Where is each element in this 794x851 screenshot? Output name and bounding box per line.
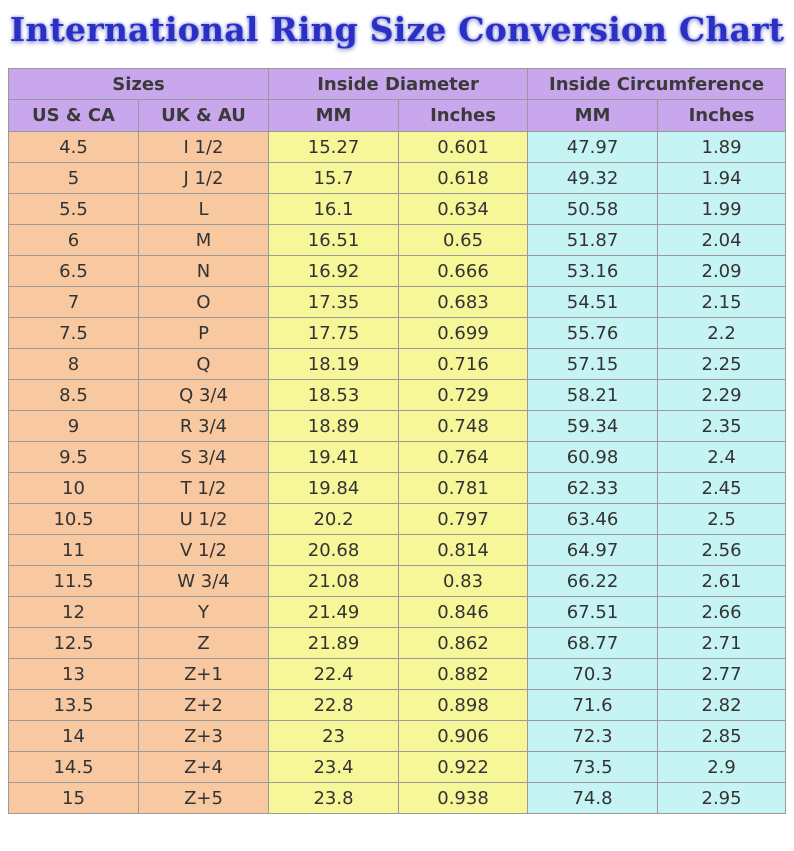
cell-uk-au: W 3/4 (139, 566, 269, 597)
cell-diameter-mm: 20.68 (269, 535, 399, 566)
cell-diameter-inches: 0.716 (399, 349, 528, 380)
cell-us-ca: 9.5 (9, 442, 139, 473)
column-header-us-ca: US & CA (9, 100, 139, 132)
cell-us-ca: 4.5 (9, 132, 139, 163)
cell-diameter-mm: 17.75 (269, 318, 399, 349)
cell-us-ca: 7.5 (9, 318, 139, 349)
cell-diameter-inches: 0.846 (399, 597, 528, 628)
cell-diameter-mm: 22.8 (269, 690, 399, 721)
cell-circumference-inches: 2.2 (658, 318, 786, 349)
cell-circumference-mm: 67.51 (528, 597, 658, 628)
cell-diameter-inches: 0.797 (399, 504, 528, 535)
cell-diameter-mm: 23.4 (269, 752, 399, 783)
cell-circumference-inches: 2.35 (658, 411, 786, 442)
cell-diameter-inches: 0.814 (399, 535, 528, 566)
cell-us-ca: 6.5 (9, 256, 139, 287)
cell-uk-au: Z+2 (139, 690, 269, 721)
cell-diameter-mm: 15.7 (269, 163, 399, 194)
cell-diameter-inches: 0.729 (399, 380, 528, 411)
cell-us-ca: 13.5 (9, 690, 139, 721)
cell-us-ca: 12 (9, 597, 139, 628)
cell-diameter-mm: 23 (269, 721, 399, 752)
group-header-sizes: Sizes (9, 69, 269, 100)
cell-uk-au: Q 3/4 (139, 380, 269, 411)
cell-uk-au: Z+3 (139, 721, 269, 752)
cell-diameter-inches: 0.764 (399, 442, 528, 473)
column-header-uk-au: UK & AU (139, 100, 269, 132)
cell-diameter-inches: 0.83 (399, 566, 528, 597)
table-row (9, 287, 786, 318)
cell-circumference-mm: 72.3 (528, 721, 658, 752)
cell-circumference-inches: 2.15 (658, 287, 786, 318)
table-row (9, 504, 786, 535)
cell-uk-au: U 1/2 (139, 504, 269, 535)
cell-us-ca: 15 (9, 783, 139, 814)
cell-diameter-mm: 23.8 (269, 783, 399, 814)
cell-circumference-mm: 60.98 (528, 442, 658, 473)
column-header-circumference-mm: MM (528, 100, 658, 132)
cell-diameter-inches: 0.699 (399, 318, 528, 349)
table-row (9, 225, 786, 256)
cell-diameter-inches: 0.683 (399, 287, 528, 318)
cell-uk-au: S 3/4 (139, 442, 269, 473)
column-header-diameter-mm: MM (269, 100, 399, 132)
cell-circumference-inches: 2.29 (658, 380, 786, 411)
cell-circumference-inches: 1.89 (658, 132, 786, 163)
cell-circumference-inches: 2.9 (658, 752, 786, 783)
cell-diameter-mm: 18.89 (269, 411, 399, 442)
group-header-inside-circumference: Inside Circumference (528, 69, 786, 100)
cell-diameter-inches: 0.618 (399, 163, 528, 194)
table-row (9, 256, 786, 287)
table-row (9, 566, 786, 597)
cell-circumference-inches: 2.71 (658, 628, 786, 659)
cell-circumference-mm: 68.77 (528, 628, 658, 659)
cell-circumference-inches: 2.95 (658, 783, 786, 814)
cell-diameter-inches: 0.922 (399, 752, 528, 783)
cell-diameter-mm: 19.41 (269, 442, 399, 473)
column-header-diameter-inches: Inches (399, 100, 528, 132)
cell-us-ca: 10.5 (9, 504, 139, 535)
cell-diameter-inches: 0.781 (399, 473, 528, 504)
table-row (9, 318, 786, 349)
ring-size-table (8, 68, 786, 814)
cell-diameter-mm: 21.89 (269, 628, 399, 659)
page-title: International Ring Size Conversion Chart (9, 10, 785, 49)
cell-diameter-inches: 0.862 (399, 628, 528, 659)
cell-uk-au: Z (139, 628, 269, 659)
cell-uk-au: N (139, 256, 269, 287)
cell-uk-au: I 1/2 (139, 132, 269, 163)
cell-circumference-mm: 71.6 (528, 690, 658, 721)
table-row (9, 349, 786, 380)
column-header-circumference-inches: Inches (658, 100, 786, 132)
cell-diameter-inches: 0.898 (399, 690, 528, 721)
cell-diameter-inches: 0.906 (399, 721, 528, 752)
table-row (9, 535, 786, 566)
table-row (9, 597, 786, 628)
cell-circumference-inches: 2.85 (658, 721, 786, 752)
cell-us-ca: 11.5 (9, 566, 139, 597)
cell-diameter-mm: 22.4 (269, 659, 399, 690)
table-row (9, 752, 786, 783)
cell-uk-au: Z+1 (139, 659, 269, 690)
cell-diameter-mm: 15.27 (269, 132, 399, 163)
group-header-row (9, 69, 786, 100)
cell-circumference-mm: 47.97 (528, 132, 658, 163)
cell-circumference-mm: 64.97 (528, 535, 658, 566)
cell-us-ca: 8.5 (9, 380, 139, 411)
cell-circumference-inches: 2.45 (658, 473, 786, 504)
cell-us-ca: 14 (9, 721, 139, 752)
cell-us-ca: 13 (9, 659, 139, 690)
cell-us-ca: 11 (9, 535, 139, 566)
cell-circumference-mm: 70.3 (528, 659, 658, 690)
cell-us-ca: 14.5 (9, 752, 139, 783)
cell-circumference-mm: 62.33 (528, 473, 658, 504)
cell-circumference-inches: 2.04 (658, 225, 786, 256)
table-row (9, 628, 786, 659)
cell-circumference-mm: 66.22 (528, 566, 658, 597)
cell-circumference-inches: 2.4 (658, 442, 786, 473)
cell-diameter-mm: 16.1 (269, 194, 399, 225)
cell-diameter-inches: 0.748 (399, 411, 528, 442)
cell-circumference-mm: 63.46 (528, 504, 658, 535)
cell-circumference-inches: 2.56 (658, 535, 786, 566)
table-body (9, 132, 786, 814)
group-header-inside-diameter: Inside Diameter (269, 69, 528, 100)
cell-diameter-mm: 18.19 (269, 349, 399, 380)
table-row (9, 442, 786, 473)
table-row (9, 380, 786, 411)
cell-uk-au: L (139, 194, 269, 225)
cell-circumference-mm: 59.34 (528, 411, 658, 442)
cell-diameter-inches: 0.601 (399, 132, 528, 163)
cell-uk-au: O (139, 287, 269, 318)
cell-us-ca: 12.5 (9, 628, 139, 659)
cell-circumference-mm: 74.8 (528, 783, 658, 814)
cell-diameter-mm: 20.2 (269, 504, 399, 535)
cell-circumference-mm: 53.16 (528, 256, 658, 287)
cell-us-ca: 9 (9, 411, 139, 442)
cell-uk-au: J 1/2 (139, 163, 269, 194)
cell-circumference-mm: 54.51 (528, 287, 658, 318)
cell-circumference-mm: 58.21 (528, 380, 658, 411)
cell-circumference-mm: 57.15 (528, 349, 658, 380)
table-row (9, 194, 786, 225)
cell-diameter-mm: 21.49 (269, 597, 399, 628)
cell-us-ca: 10 (9, 473, 139, 504)
cell-diameter-mm: 17.35 (269, 287, 399, 318)
table-row (9, 132, 786, 163)
cell-uk-au: V 1/2 (139, 535, 269, 566)
cell-circumference-inches: 2.09 (658, 256, 786, 287)
cell-us-ca: 8 (9, 349, 139, 380)
cell-us-ca: 5.5 (9, 194, 139, 225)
cell-diameter-mm: 16.92 (269, 256, 399, 287)
cell-circumference-inches: 2.61 (658, 566, 786, 597)
cell-circumference-inches: 1.99 (658, 194, 786, 225)
table-row (9, 473, 786, 504)
table-row (9, 690, 786, 721)
cell-circumference-mm: 73.5 (528, 752, 658, 783)
table-row (9, 721, 786, 752)
cell-uk-au: Q (139, 349, 269, 380)
cell-diameter-mm: 16.51 (269, 225, 399, 256)
cell-uk-au: Z+4 (139, 752, 269, 783)
cell-circumference-mm: 50.58 (528, 194, 658, 225)
cell-uk-au: T 1/2 (139, 473, 269, 504)
cell-circumference-inches: 2.25 (658, 349, 786, 380)
cell-circumference-inches: 1.94 (658, 163, 786, 194)
cell-diameter-inches: 0.65 (399, 225, 528, 256)
cell-diameter-inches: 0.666 (399, 256, 528, 287)
cell-uk-au: R 3/4 (139, 411, 269, 442)
cell-circumference-inches: 2.77 (658, 659, 786, 690)
cell-us-ca: 6 (9, 225, 139, 256)
table-row (9, 783, 786, 814)
cell-uk-au: P (139, 318, 269, 349)
table-row (9, 163, 786, 194)
cell-uk-au: Z+5 (139, 783, 269, 814)
cell-us-ca: 7 (9, 287, 139, 318)
table-row (9, 411, 786, 442)
cell-diameter-inches: 0.938 (399, 783, 528, 814)
column-header-row (9, 100, 786, 132)
cell-circumference-mm: 49.32 (528, 163, 658, 194)
cell-circumference-inches: 2.66 (658, 597, 786, 628)
cell-diameter-mm: 19.84 (269, 473, 399, 504)
table-row (9, 659, 786, 690)
cell-diameter-mm: 21.08 (269, 566, 399, 597)
cell-us-ca: 5 (9, 163, 139, 194)
cell-circumference-mm: 51.87 (528, 225, 658, 256)
cell-diameter-inches: 0.882 (399, 659, 528, 690)
cell-diameter-mm: 18.53 (269, 380, 399, 411)
cell-circumference-inches: 2.82 (658, 690, 786, 721)
cell-uk-au: Y (139, 597, 269, 628)
cell-uk-au: M (139, 225, 269, 256)
cell-circumference-inches: 2.5 (658, 504, 786, 535)
cell-circumference-mm: 55.76 (528, 318, 658, 349)
cell-diameter-inches: 0.634 (399, 194, 528, 225)
